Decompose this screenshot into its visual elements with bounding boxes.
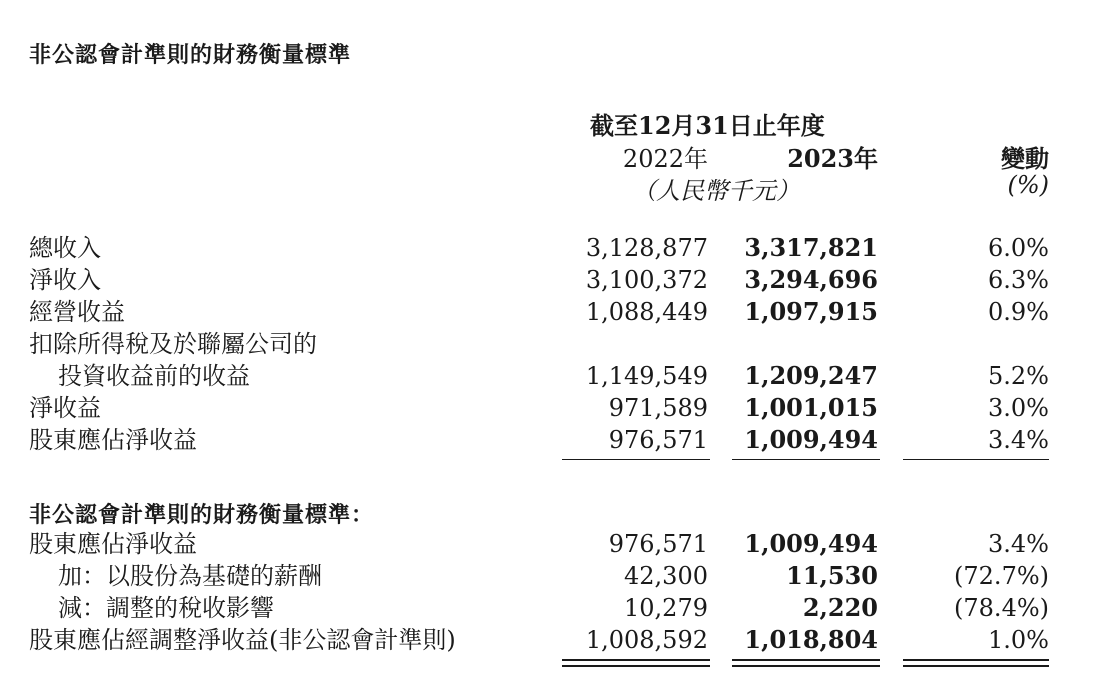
divider	[562, 459, 710, 460]
value-2022: 3,100,372	[585, 266, 708, 294]
row-label: 總收入	[29, 234, 101, 262]
unit-rmb: （人民幣千元）	[632, 177, 800, 205]
year-2022-header: 2022年	[622, 145, 708, 173]
double-rule	[732, 659, 880, 667]
table-row	[0, 424, 1094, 456]
table-row	[0, 296, 1094, 328]
value-2022: 1,008,592	[585, 626, 708, 654]
value-change: 3.0%	[988, 394, 1049, 422]
row-label: 股東應佔淨收益	[29, 426, 197, 454]
row-label: 扣除所得稅及於聯屬公司的	[29, 330, 317, 358]
value-change: 5.2%	[988, 362, 1049, 390]
table-row-label-line1	[0, 328, 1094, 360]
value-2022: 976,571	[608, 530, 708, 558]
page-title: 非公認會計準則的財務衡量標準	[29, 43, 352, 68]
value-2022: 971,589	[608, 394, 708, 422]
double-rule	[562, 659, 710, 667]
value-2022: 3,128,877	[585, 234, 708, 262]
double-rule	[903, 659, 1049, 667]
table-row	[0, 560, 1094, 592]
period-header: 截至12月31日止年度	[590, 111, 825, 140]
value-change: 6.3%	[988, 266, 1049, 294]
value-2022: 1,149,549	[585, 362, 708, 390]
value-2023: 1,097,915	[744, 297, 878, 326]
year-2023-header: 2023年	[787, 144, 878, 173]
row-label: 經營收益	[29, 298, 125, 326]
row-label-continued: 投資收益前的收益	[58, 362, 250, 390]
row-label: 股東應佔淨收益	[29, 530, 197, 558]
value-change: (72.7%)	[954, 562, 1049, 590]
value-change: (78.4%)	[954, 594, 1049, 622]
value-2023: 3,317,821	[744, 233, 878, 262]
row-label: 淨收入	[29, 266, 101, 294]
value-2023: 1,209,247	[744, 361, 878, 390]
value-2022: 976,571	[608, 426, 708, 454]
value-2022: 1,088,449	[585, 298, 708, 326]
section-title: 非公認會計準則的財務衡量標準：	[29, 503, 375, 528]
value-change: 3.4%	[988, 426, 1049, 454]
row-label: 減：調整的稅收影響	[58, 594, 274, 622]
row-label: 股東應佔經調整淨收益(非公認會計準則)	[29, 626, 456, 654]
row-label: 加：以股份為基礎的薪酬	[58, 562, 322, 590]
value-2023: 1,009,494	[744, 529, 878, 558]
value-2022: 42,300	[624, 562, 708, 590]
value-2023: 1,018,804	[744, 625, 878, 654]
value-change: 6.0%	[988, 234, 1049, 262]
value-2023: 2,220	[802, 593, 878, 622]
value-change: 1.0%	[988, 626, 1049, 654]
table-row	[0, 232, 1094, 264]
value-2022: 10,279	[624, 594, 708, 622]
value-change: 0.9%	[988, 298, 1049, 326]
table-row	[0, 392, 1094, 424]
value-2023: 11,530	[786, 561, 878, 590]
value-2023: 1,001,015	[744, 393, 878, 422]
divider	[732, 459, 880, 460]
value-2023: 3,294,696	[744, 265, 878, 294]
table-row	[0, 264, 1094, 296]
table-row	[0, 592, 1094, 624]
table-row	[0, 528, 1094, 560]
table-row	[0, 360, 1094, 392]
value-2023: 1,009,494	[744, 425, 878, 454]
change-header: 變動	[1001, 144, 1049, 173]
divider	[903, 459, 1049, 460]
table-row	[0, 624, 1094, 656]
value-change: 3.4%	[988, 530, 1049, 558]
unit-percent: (%)	[1007, 171, 1049, 199]
row-label: 淨收益	[29, 394, 101, 422]
